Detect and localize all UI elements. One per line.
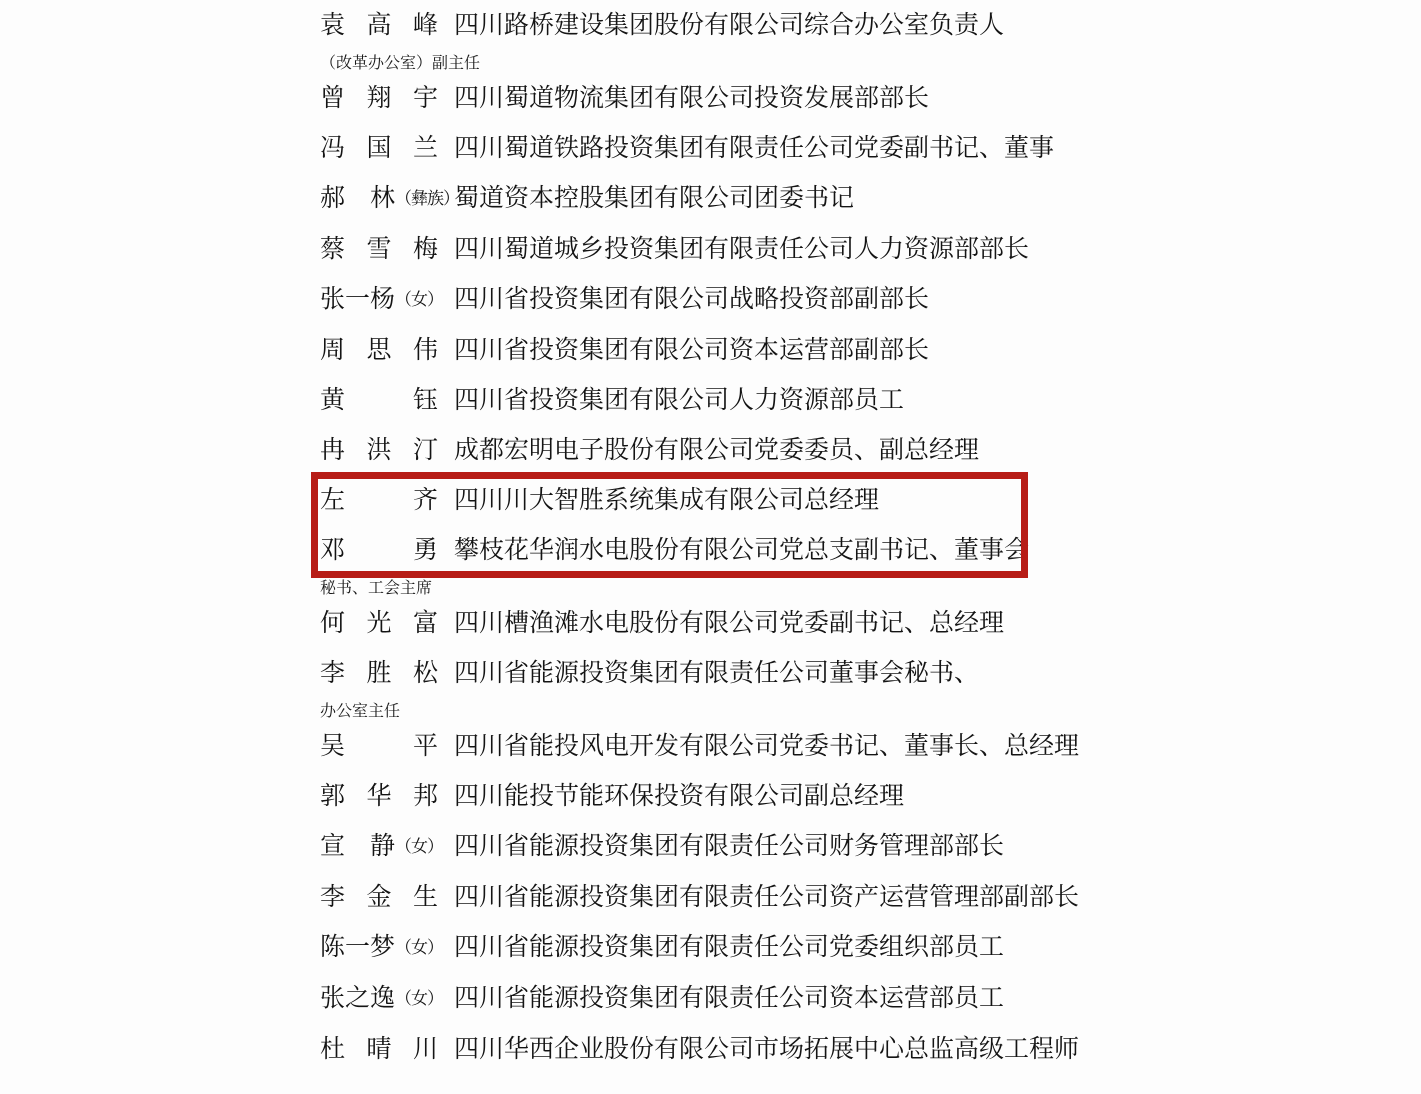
person-title: 四川省能源投资集团有限责任公司资产运营管理部副部长 bbox=[454, 882, 1080, 911]
list-item bbox=[320, 224, 1120, 274]
list-item bbox=[320, 872, 1120, 922]
person-name bbox=[320, 598, 454, 648]
person-name-text: 左 齐 bbox=[320, 485, 438, 514]
person-tag: （女） bbox=[395, 837, 444, 857]
list-item bbox=[320, 821, 1120, 872]
person-title: 四川省能源投资集团有限责任公司党委组织部员工 bbox=[454, 932, 1005, 961]
person-name bbox=[320, 648, 454, 698]
person-name-text: 李胜松 bbox=[320, 658, 438, 687]
person-title: 四川能投节能环保投资有限公司副总经理 bbox=[454, 781, 905, 810]
person-name-text: 邓 勇 bbox=[320, 535, 438, 564]
person-name-text: 黄 钰 bbox=[320, 385, 438, 414]
person-name-text: 曾翔宇 bbox=[320, 83, 438, 112]
person-name bbox=[320, 73, 454, 123]
person-title: 四川蜀道物流集团有限公司投资发展部部长 bbox=[454, 83, 930, 112]
list-item bbox=[320, 325, 1120, 375]
list-item bbox=[320, 73, 1120, 123]
person-title: 蜀道资本控股集团有限公司团委书记 bbox=[454, 183, 855, 212]
list-item bbox=[320, 274, 1120, 325]
person-name bbox=[320, 721, 454, 771]
person-title: 四川蜀道铁路投资集团有限责任公司党委副书记、董事 bbox=[454, 133, 1055, 162]
person-name bbox=[320, 872, 454, 922]
person-tag: （女） bbox=[395, 290, 444, 310]
person-title: 四川省能源投资集团有限责任公司董事会秘书、 bbox=[454, 658, 980, 687]
person-tag: （彝族） bbox=[395, 189, 460, 209]
list-item bbox=[320, 648, 1120, 698]
person-name-text: 郭华邦 bbox=[320, 781, 438, 810]
person-name bbox=[320, 173, 460, 224]
person-title: 四川省投资集团有限公司战略投资部副部长 bbox=[454, 284, 930, 313]
person-name-text: 吴 平 bbox=[320, 731, 438, 760]
person-name-text: 袁高峰 bbox=[320, 10, 438, 39]
list-item bbox=[320, 721, 1120, 771]
person-name-text: 张一杨 bbox=[320, 284, 396, 313]
person-title: 四川蜀道城乡投资集团有限责任公司人力资源部部长 bbox=[454, 234, 1030, 263]
person-name-text: 周思伟 bbox=[320, 335, 438, 364]
person-name bbox=[320, 973, 454, 1024]
person-title: 四川省能源投资集团有限责任公司财务管理部部长 bbox=[454, 831, 1005, 860]
list-item bbox=[320, 425, 1120, 475]
person-name-text: 李金生 bbox=[320, 882, 438, 911]
person-name bbox=[320, 224, 454, 274]
person-name bbox=[320, 475, 454, 525]
person-name bbox=[320, 0, 454, 50]
list-item bbox=[320, 922, 1120, 973]
person-name-text: 郝 林 bbox=[320, 183, 396, 212]
person-name-text: 冯国兰 bbox=[320, 133, 438, 162]
list-item bbox=[320, 973, 1120, 1024]
person-name-text: 何光富 bbox=[320, 608, 438, 637]
person-title-continued: （改革办公室）副主任 bbox=[320, 53, 481, 72]
person-title: 攀枝花华润水电股份有限公司党总支副书记、董事会 bbox=[454, 535, 1030, 564]
person-name bbox=[320, 425, 454, 475]
person-name-text: 杜晴川 bbox=[320, 1034, 438, 1063]
person-name bbox=[320, 375, 454, 425]
person-tag: （女） bbox=[395, 938, 444, 958]
person-name-text: 蔡雪梅 bbox=[320, 234, 438, 263]
list-item bbox=[320, 173, 1120, 224]
list-item bbox=[320, 1024, 1120, 1074]
person-title: 四川省投资集团有限公司资本运营部副部长 bbox=[454, 335, 930, 364]
person-title: 四川槽渔滩水电股份有限公司党委副书记、总经理 bbox=[454, 608, 1005, 637]
person-name bbox=[320, 325, 454, 375]
person-name-text: 冉洪汀 bbox=[320, 435, 438, 464]
person-title: 四川省投资集团有限公司人力资源部员工 bbox=[454, 385, 905, 414]
person-title: 四川省能投风电开发有限公司党委书记、董事长、总经理 bbox=[454, 731, 1080, 760]
person-name-text: 宣 静 bbox=[320, 831, 396, 860]
person-tag: （女） bbox=[395, 989, 444, 1009]
person-title: 成都宏明电子股份有限公司党委委员、副总经理 bbox=[454, 435, 980, 464]
list-item bbox=[320, 375, 1120, 425]
list-item bbox=[320, 771, 1120, 821]
list-item bbox=[320, 123, 1120, 173]
list-item bbox=[320, 525, 1120, 575]
person-name bbox=[320, 821, 454, 872]
person-title-continued: 办公室主任 bbox=[320, 701, 401, 720]
person-name-text: 陈一梦 bbox=[320, 932, 396, 961]
person-name bbox=[320, 525, 454, 575]
person-title: 四川川大智胜系统集成有限公司总经理 bbox=[454, 485, 880, 514]
person-name-text: 张之逸 bbox=[320, 983, 396, 1012]
person-name bbox=[320, 1024, 454, 1074]
person-name bbox=[320, 123, 454, 173]
list-item bbox=[320, 0, 1120, 50]
person-title: 四川省能源投资集团有限责任公司资本运营部员工 bbox=[454, 983, 1005, 1012]
person-title-continued: 秘书、工会主席 bbox=[320, 578, 433, 597]
person-name bbox=[320, 274, 454, 325]
person-name bbox=[320, 771, 454, 821]
list-item bbox=[320, 598, 1120, 648]
person-title: 四川华西企业股份有限公司市场拓展中心总监高级工程师 bbox=[454, 1034, 1080, 1063]
person-name bbox=[320, 922, 454, 973]
person-title: 四川路桥建设集团股份有限公司综合办公室负责人 bbox=[454, 10, 1005, 39]
list-item bbox=[320, 475, 1120, 525]
name-title-list bbox=[320, 0, 1120, 1074]
